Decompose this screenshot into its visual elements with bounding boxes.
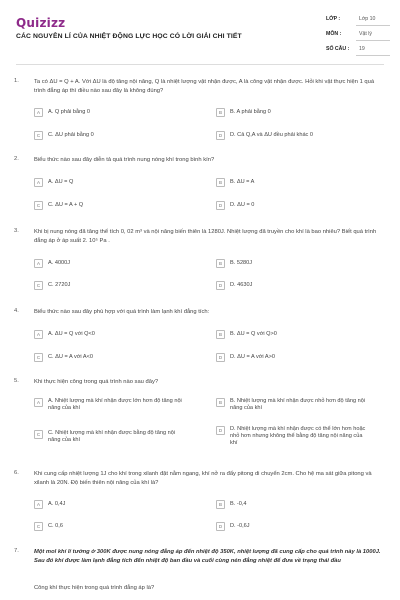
option-text: A. 0,4J xyxy=(48,501,66,507)
meta-subject-label: MÔN : xyxy=(326,31,342,37)
option-text: C. 2720J xyxy=(48,282,71,288)
option-letter-box: D xyxy=(216,426,225,435)
option-letter-box: B xyxy=(216,500,225,509)
question-number: 5. xyxy=(14,378,19,384)
option-letter-box: C xyxy=(34,522,43,531)
option-text: B. 5280J xyxy=(230,260,253,266)
option-letter-box: D xyxy=(216,281,225,290)
option-letter-box: A xyxy=(34,398,43,407)
option-text: B. Nhiệt lượng mà khí nhận được nhỏ hơn độ tăng nội năng của khí xyxy=(230,398,366,411)
option-text: B. A phải bằng 0 xyxy=(230,109,271,115)
option-letter-box: A xyxy=(34,330,43,339)
option-letter-box: B xyxy=(216,178,225,187)
option-letter-box: B xyxy=(216,259,225,268)
option-text: D. ΔU = A với A>0 xyxy=(230,354,276,360)
option-letter-box: B xyxy=(216,330,225,339)
meta-count-label: SỐ CÂU : xyxy=(326,46,350,52)
option-letter-box: C xyxy=(34,353,43,362)
option-letter-box: B xyxy=(216,108,225,117)
quizizz-logo: Quizizz xyxy=(16,16,66,30)
option-text: A. ΔU = Q với Q<0 xyxy=(48,331,95,337)
option-letter-box: D xyxy=(216,131,225,140)
question-number: 7. xyxy=(14,548,19,554)
option-letter-box: A xyxy=(34,108,43,117)
option-text: D. Cả Q,A và ΔU đều phải khác 0 xyxy=(230,132,314,138)
question-number: 1. xyxy=(14,78,19,84)
option-text: D. Nhiệt lượng mà khí nhận được có thể lớn hơn hoặc nhỏ hơn nhưng không thể bằng độ tăng nội năng của khí xyxy=(230,426,366,446)
question-text: Khi thực hiện công trong quá trình nào sau đây? xyxy=(34,379,159,385)
option-letter-box: D xyxy=(216,201,225,210)
option-text: A. ΔU = Q xyxy=(48,179,74,185)
option-letter-box: C xyxy=(34,131,43,140)
option-letter-box: D xyxy=(216,522,225,531)
header-divider xyxy=(16,64,384,65)
question-number: 2. xyxy=(14,156,19,162)
option-text: A. 4000J xyxy=(48,260,71,266)
question-subtext: Công khí thực hiện trong quá trình đẳng áp là? xyxy=(34,585,155,591)
meta-count-value: 19 xyxy=(359,46,365,52)
option-letter-box: D xyxy=(216,353,225,362)
meta-count xyxy=(326,46,390,56)
option-text: C. ΔU = A với A<0 xyxy=(48,354,94,360)
meta-subject-value: Vật lý xyxy=(359,31,372,37)
question-number: 3. xyxy=(14,228,19,234)
option-text: C. ΔU = A + Q xyxy=(48,202,84,208)
question-text: Ta có ΔU = Q + A. Với ΔU là độ tăng nội năng, Q là nhiệt lượng vật nhận được, A là công vật nhận được. Hỏi khi vật thực hiện 1 quá trình đẳng áp thì điều nào sau đây là không đúng? xyxy=(34,79,375,94)
question-text: Một mol khí lí tưởng ở 300K được nung nóng đẳng áp đến nhiệt độ 350K, nhiệt lượng đã cung cấp cho quá trình này là 1000J. Sau đó khí được làm lạnh đẳng tích đến nhiệt độ ban đầu và cuối cùng nén đẳng nhiệt để đưa về trạng thái đầu xyxy=(34,549,381,564)
question-text: Khi bị nung nóng đã tăng thể tích 0, 02 m³ và nội năng biến thiên là 1280J. Nhiệt lượng đã truyền cho khí là bao nhiêu? Biết quá trình đẳng áp ở áp suất 2. 10⁵ Pa . xyxy=(34,229,377,244)
option-letter-box: A xyxy=(34,178,43,187)
option-letter-box: C xyxy=(34,281,43,290)
meta-class xyxy=(326,16,390,26)
option-text: C. 0,6 xyxy=(48,523,63,529)
option-text: A. Q phải bằng 0 xyxy=(48,109,90,115)
question-number: 4. xyxy=(14,308,19,314)
option-text: B. ΔU = Q với Q>0 xyxy=(230,331,277,337)
option-text: B. -0,4 xyxy=(230,501,247,507)
option-letter-box: A xyxy=(34,500,43,509)
question-text: Biểu thức nào sau đây diễn tả quá trình nung nóng khí trong bình kín? xyxy=(34,157,215,163)
question-number: 6. xyxy=(14,470,19,476)
option-text: C. Nhiệt lượng mà khí nhận được bằng độ tăng nội năng của khí xyxy=(48,430,176,443)
option-text: A. Nhiệt lượng mà khí nhận được lớn hơn độ tăng nội năng của khí xyxy=(48,398,182,411)
option-letter-box: C xyxy=(34,430,43,439)
option-text: C. ΔU phải bằng 0 xyxy=(48,132,94,138)
meta-subject xyxy=(326,31,390,41)
option-text: D. -0,6J xyxy=(230,523,250,529)
option-text: D. 4630J xyxy=(230,282,253,288)
option-letter-box: B xyxy=(216,398,225,407)
document-title: CÁC NGUYÊN LÍ CỦA NHIỆT ĐỘNG LỰC HỌC CÓ LỜI GIẢI CHI TIẾT xyxy=(16,33,242,40)
meta-class-label: LỚP : xyxy=(326,16,341,22)
option-text: D. ΔU = 0 xyxy=(230,202,255,208)
meta-class-value: Lớp 10 xyxy=(359,16,376,22)
meta-underline xyxy=(356,25,390,26)
meta-underline xyxy=(356,55,390,56)
option-letter-box: C xyxy=(34,201,43,210)
question-text: Biểu thức nào sau đây phù hợp với quá trình làm lạnh khí đẳng tích: xyxy=(34,309,210,315)
option-text: B. ΔU = A xyxy=(230,179,255,185)
question-text: Khi cung cấp nhiệt lượng 1J cho khí trong xilanh đặt nằm ngang, khí nở ra đẩy pitong di chuyển 2cm. Cho hệ ma sát giữa pitong và xilanh là 20N. Độ biến thiên nội năng của khí là? xyxy=(34,471,372,486)
meta-underline xyxy=(356,40,390,41)
option-letter-box: A xyxy=(34,259,43,268)
